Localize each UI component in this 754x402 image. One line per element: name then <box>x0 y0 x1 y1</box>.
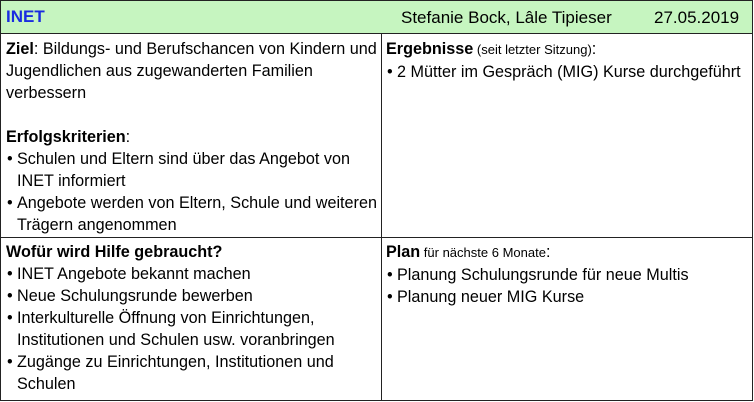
list-item: • Schulen und Eltern sind über das Angebot von INET informiert <box>6 148 378 192</box>
authors: Stefanie Bock, Lâle Tipieser <box>401 8 612 27</box>
list-item: • Interkulturelle Öffnung von Einrichtungen, Institutionen und Schulen usw. voranbringen <box>6 307 378 351</box>
ziel-paragraph <box>6 38 378 104</box>
erfolgskriterien-list <box>6 148 378 236</box>
erfolgskriterien-heading: Erfolgskriterien: <box>6 128 131 146</box>
plan-cell <box>386 241 750 308</box>
list-item: • Neue Schulungsrunde bewerben <box>6 285 378 307</box>
ergebnisse-note: (seit letzter Sitzung) <box>473 42 592 57</box>
erfolgskriterien-label: Erfolgskriterien <box>6 128 126 146</box>
plan-list <box>386 264 750 308</box>
plan-label: Plan <box>386 243 421 261</box>
ziel-label: Ziel <box>6 40 34 58</box>
header-bar <box>0 0 753 34</box>
hilfe-cell <box>6 241 378 395</box>
plan-note: für nächste 6 Monate <box>420 245 546 260</box>
hilfe-list <box>6 263 378 395</box>
plan-heading: Plan für nächste 6 Monate: <box>386 243 551 261</box>
date: 27.05.2019 <box>654 8 740 27</box>
ergebnisse-cell <box>386 38 750 83</box>
ergebnisse-label: Ergebnisse <box>386 40 474 58</box>
content-grid <box>0 34 753 401</box>
list-item: • Zugänge zu Einrichtungen, Institutionen und Schulen <box>6 351 378 395</box>
list-item: • 2 Mütter im Gespräch (MIG) Kurse durchgeführt <box>386 61 750 83</box>
ergebnisse-list <box>386 61 750 83</box>
list-item: • Angebote werden von Eltern, Schule und weiteren Trägern angenommen <box>6 192 378 236</box>
list-item: • INET Angebote bekannt machen <box>6 263 378 285</box>
column-divider <box>381 34 382 400</box>
ergebnisse-heading: Ergebnisse (seit letzter Sitzung): <box>386 40 597 58</box>
hilfe-heading: Wofür wird Hilfe gebraucht? <box>6 243 223 261</box>
list-item: • Planung Schulungsrunde für neue Multis <box>386 264 750 286</box>
row-divider <box>1 237 753 238</box>
ziel-text: : Bildungs- und Berufschancen von Kindern und Jugendlichen aus zugewanderten Familien verbessern <box>6 40 377 102</box>
list-item: • Planung neuer MIG Kurse <box>386 286 750 308</box>
ziel-cell <box>6 38 378 236</box>
project-title: INET <box>6 7 45 26</box>
